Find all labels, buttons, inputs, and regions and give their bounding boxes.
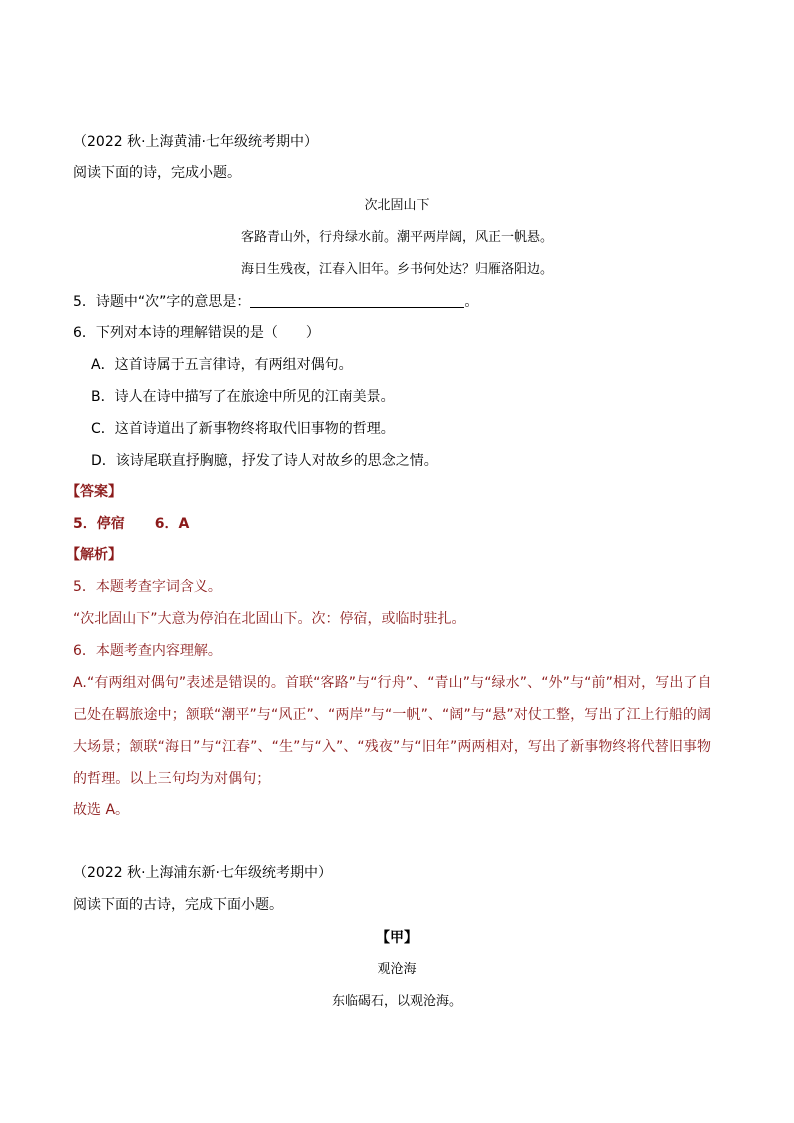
question-6-stem: 6．下列对本诗的理解错误的是（ ） (73, 325, 320, 341)
answer-heading: 【答案】 (66, 484, 122, 500)
poem-line-1: 客路青山外，行舟绿水前。潮平两岸阔，风正一帆悬。 (240, 230, 553, 245)
reading-instruction: 阅读下面的诗，完成小题。 (73, 165, 241, 181)
option-b: B．诗人在诗中描写了在旅途中所见的江南美景。 (91, 389, 395, 405)
answer-5: 5．停宿 (73, 516, 125, 532)
answer-blank[interactable] (250, 293, 464, 308)
analysis-6-title: 6．本题考查内容理解。 (73, 643, 222, 659)
question-source-2: （2022 秋·上海浦东新·七年级统考期中） (73, 865, 332, 881)
poem-2-line-1: 东临碣石，以观沧海。 (331, 994, 462, 1009)
question-5 (73, 292, 478, 312)
section-label: 【甲】 (376, 930, 418, 946)
poem-title: 次北固山下 (364, 198, 430, 213)
poem-title-2: 观沧海 (377, 962, 417, 977)
question-source: （2022 秋·上海黄浦·七年级统考期中） (73, 134, 318, 150)
analysis-6-body: A.“有两组对偶句”表述是错误的。首联“客路”与“行舟”、“青山”与“绿水”、“外”与“前”相对，写出了自己处在羁旅途中；颔联“潮平”与“风正”、“两岸”与“一帆”、“阔”与“悬”对仗工整，写出了江上行船的阔大场景；颔联“海日”与“江春”、“生”与“入”、“残夜”与“旧年”两两相对，写出了新事物终将代替旧事物的哲理。以上三句均为对偶句； (73, 675, 712, 787)
option-d: D．该诗尾联直抒胸臆，抒发了诗人对故乡的思念之情。 (91, 453, 438, 469)
analysis-5-body: “次北固山下”大意为停泊在北固山下。次：停宿，或临时驻扎。 (73, 611, 466, 627)
option-a: A．这首诗属于五言律诗，有两组对偶句。 (91, 357, 353, 373)
answer-6: 6．A (154, 516, 190, 532)
reading-instruction-2: 阅读下面的古诗，完成下面小题。 (73, 897, 283, 913)
option-c: C．这首诗道出了新事物终将取代旧事物的哲理。 (91, 421, 395, 437)
analysis-5-title: 5．本题考查字词含义。 (73, 579, 222, 595)
analysis-heading: 【解析】 (66, 547, 122, 563)
analysis-conclusion: 故选 A。 (73, 802, 130, 818)
answer-row (73, 514, 189, 534)
question-5-text: 5．诗题中“次”字的意思是： (73, 294, 251, 310)
poem-line-2: 海日生残夜，江春入旧年。乡书何处达？归雁洛阳边。 (240, 262, 553, 277)
question-5-end: 。 (464, 294, 479, 310)
